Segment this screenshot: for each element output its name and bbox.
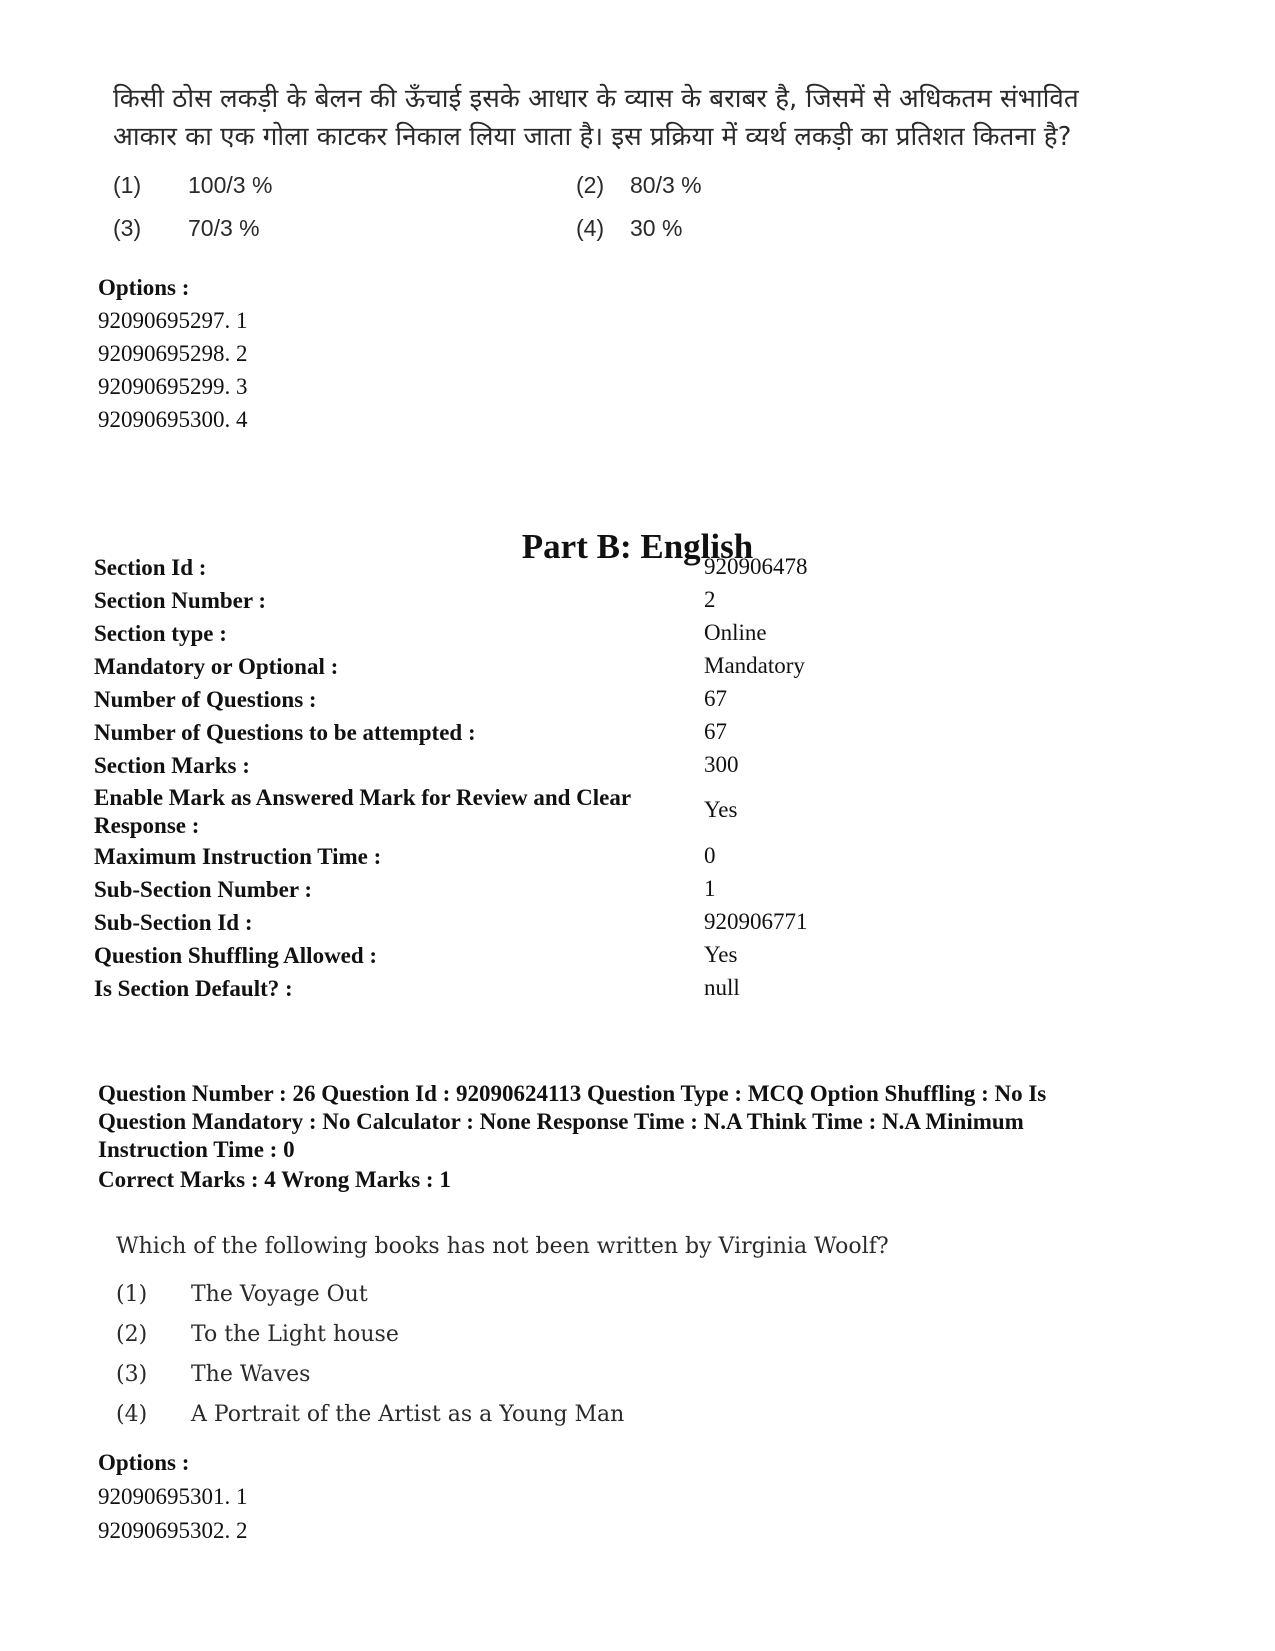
english-option-4: (4) A Portrait of the Artist as a Young Man	[116, 1402, 625, 1427]
part-title: Part B: English	[521, 527, 754, 566]
hindi-question-line-2: आकार का एक गोला काटकर निकाल लिया जाता है। इस प्रक्रिया में व्यर्थ लकड़ी का प्रतिशत कितना है?	[113, 122, 1072, 152]
hindi-question-line-1: किसी ठोस लकड़ी के बेलन की ऊँचाई इसके आधार के व्यास के बराबर है, जिसमें से अधिकतम संभावित	[113, 84, 1079, 114]
option-id: 92090695300. 4	[98, 407, 248, 432]
option-id: 92090695297. 1	[98, 308, 248, 333]
english-option-2: (2) To the Light house	[116, 1322, 399, 1347]
english-option-1: (1) The Voyage Out	[116, 1282, 368, 1307]
hindi-question-text	[113, 80, 1133, 156]
english-question-text: Which of the following books has not been written by Virginia Woolf?	[116, 1234, 889, 1259]
hindi-option-2: (2) 80/3 %	[576, 172, 702, 198]
marks-info: Correct Marks : 4 Wrong Marks : 1	[98, 1167, 451, 1192]
option-id: 92090695298. 2	[98, 341, 248, 366]
options-label: Options :	[98, 1450, 190, 1475]
hindi-option-3: (3) 70/3 %	[113, 215, 260, 241]
hindi-option-4: (4) 30 %	[576, 215, 683, 241]
option-id: 92090695302. 2	[98, 1518, 248, 1543]
hindi-option-1: (1) 100/3 %	[113, 172, 273, 198]
options-label: Options :	[98, 275, 190, 300]
option-id: 92090695299. 3	[98, 374, 248, 399]
option-id: 92090695301. 1	[98, 1484, 248, 1509]
question-meta: Question Number : 26 Question Id : 92090624113 Question Type : MCQ Option Shuffling : No Is Question Mandatory : No Calculator : None Response Time : N.A Think Time : N.A Minimum Instruction Time : 0	[98, 1081, 1047, 1162]
english-option-3: (3) The Waves	[116, 1362, 311, 1387]
